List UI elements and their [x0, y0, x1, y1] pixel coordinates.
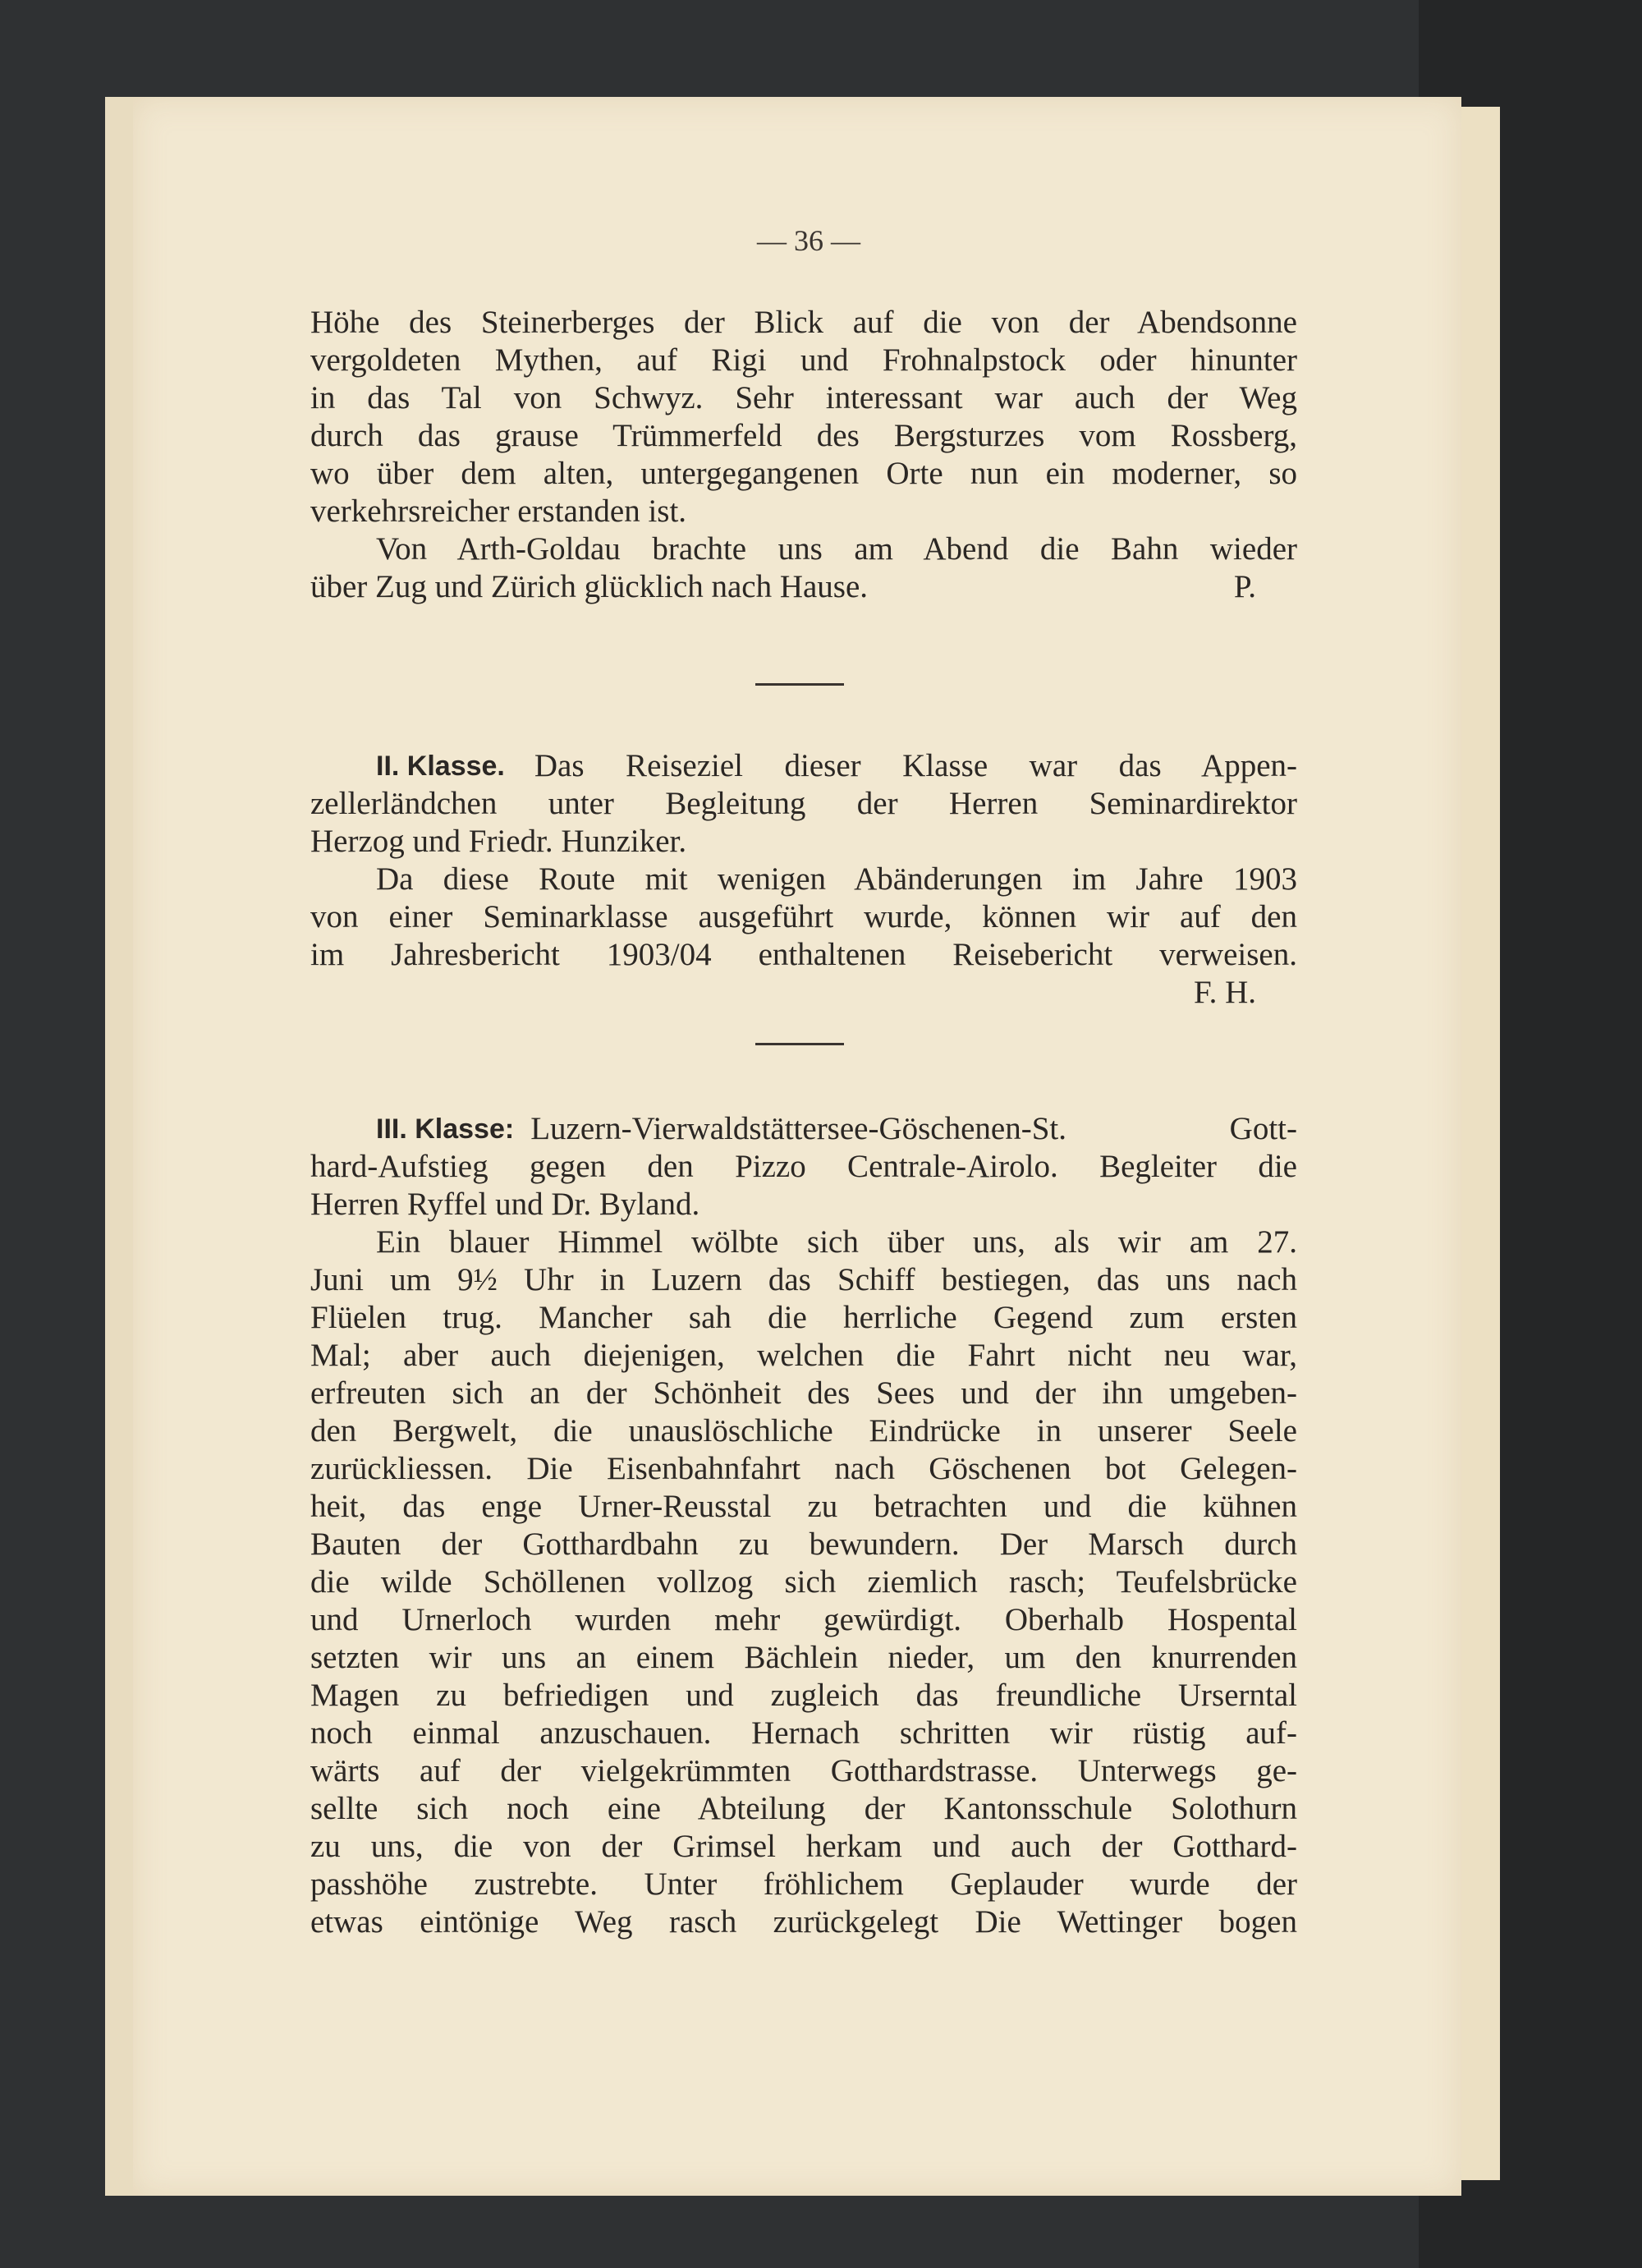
text-line: vergoldeten Mythen, auf Rigi und Frohnalpstock oder hinunter	[310, 342, 1297, 378]
text-line: setzten wir uns an einem Bächlein nieder, um den knurrenden	[310, 1640, 1297, 1675]
text-line: Bauten der Gotthardbahn zu bewundern. Der Marsch durch	[310, 1527, 1297, 1562]
closing-line	[310, 568, 1297, 606]
text-line: etwas eintönige Weg rasch zurückgelegt Die Wettinger bogen	[310, 1904, 1297, 1940]
text-line: Ein blauer Himmel wölbte sich über uns, als wir am 27.	[376, 1224, 1297, 1260]
section-heading: III. Klasse:	[376, 1113, 515, 1145]
section-2	[310, 747, 1297, 1012]
text-line: verkehrsreicher erstanden ist.	[310, 494, 687, 529]
section-1	[310, 304, 1297, 606]
text-line: Herren Ryffel und Dr. Byland.	[310, 1187, 700, 1222]
text-line: über Zug und Zürich glücklich nach Hause.	[310, 569, 869, 604]
text-line: Höhe des Steinerberges der Blick auf die von der Abendsonne	[310, 305, 1297, 340]
section-separator	[755, 1043, 844, 1045]
text-line: zurückliessen. Die Eisenbahnfahrt nach Göschenen bot Gelegen-	[310, 1451, 1297, 1486]
text-line: zu uns, die von der Grimsel herkam und auch der Gotthard-	[310, 1829, 1297, 1864]
text-line: zellerländchen unter Begleitung der Herren Seminardirektor	[310, 786, 1297, 821]
text-line: erfreuten sich an der Schönheit des Sees und der ihn umgeben-	[310, 1375, 1297, 1411]
page-number: — 36 —	[757, 224, 860, 257]
text-line: Herzog und Friedr. Hunziker.	[310, 824, 687, 859]
text-line: und Urnerloch wurden mehr gewürdigt. Oberhalb Hospental	[310, 1602, 1297, 1637]
text-line: Flüelen trug. Mancher sah die herrliche Gegend zum ersten	[310, 1300, 1297, 1335]
text-line: von einer Seminarklasse ausgeführt wurde, können wir auf den	[310, 899, 1297, 934]
text-line: Magen zu befriedigen und zugleich das freundliche Urserntal	[310, 1678, 1297, 1713]
text-line: passhöhe zustrebte. Unter fröhlichem Geplauder wurde der	[310, 1866, 1297, 1902]
signature: F. H.	[1194, 975, 1256, 1010]
text-line: sellte sich noch eine Abteilung der Kantonsschule Solothurn	[310, 1791, 1297, 1826]
text-line: Luzern-Vierwaldstättersee-Göschenen-St. Gott-	[530, 1111, 1297, 1146]
text-line: hard-Aufstieg gegen den Pizzo Centrale-Airolo. Begleiter die	[310, 1149, 1297, 1184]
text-line: heit, das enge Urner-Reusstal zu betrachten und die kühnen	[310, 1489, 1297, 1524]
text-line: die wilde Schöllenen vollzog sich ziemlich rasch; Teufelsbrücke	[310, 1564, 1297, 1600]
text-line: Juni um 9½ Uhr in Luzern das Schiff bestiegen, das uns nach	[310, 1262, 1297, 1297]
text-line: wärts auf der vielgekrümmten Gotthardstrasse. Unterwegs ge-	[310, 1753, 1297, 1788]
text-line: in das Tal von Schwyz. Sehr interessant war auch der Weg	[310, 380, 1297, 415]
signature: P.	[1233, 569, 1256, 604]
text-line: den Bergwelt, die unauslöschliche Eindrücke in unserer Seele	[310, 1413, 1297, 1448]
text-line: Da diese Route mit wenigen Abänderungen im Jahre 1903	[376, 861, 1297, 897]
section-3	[310, 1110, 1297, 1941]
section-heading-line	[310, 1110, 1297, 1148]
text-line: durch das grause Trümmerfeld des Bergsturzes vom Rossberg,	[310, 418, 1297, 453]
text-line: Das Reiseziel dieser Klasse war das Appen-	[534, 748, 1297, 783]
text-line: wo über dem alten, untergegangenen Orte nun ein moderner, so	[310, 456, 1297, 491]
text-line: Mal; aber auch diejenigen, welchen die Fahrt nicht neu war,	[310, 1338, 1297, 1373]
section-heading: II. Klasse.	[376, 751, 505, 782]
text-line: Von Arth-Goldau brachte uns am Abend die Bahn wieder	[376, 531, 1297, 567]
section-heading-line	[310, 747, 1297, 785]
text-line: im Jahresbericht 1903/04 enthaltenen Reisebericht verweisen.	[310, 937, 1297, 972]
section-separator	[755, 683, 844, 686]
text-line: noch einmal anzuschauen. Hernach schritten wir rüstig auf-	[310, 1715, 1297, 1751]
